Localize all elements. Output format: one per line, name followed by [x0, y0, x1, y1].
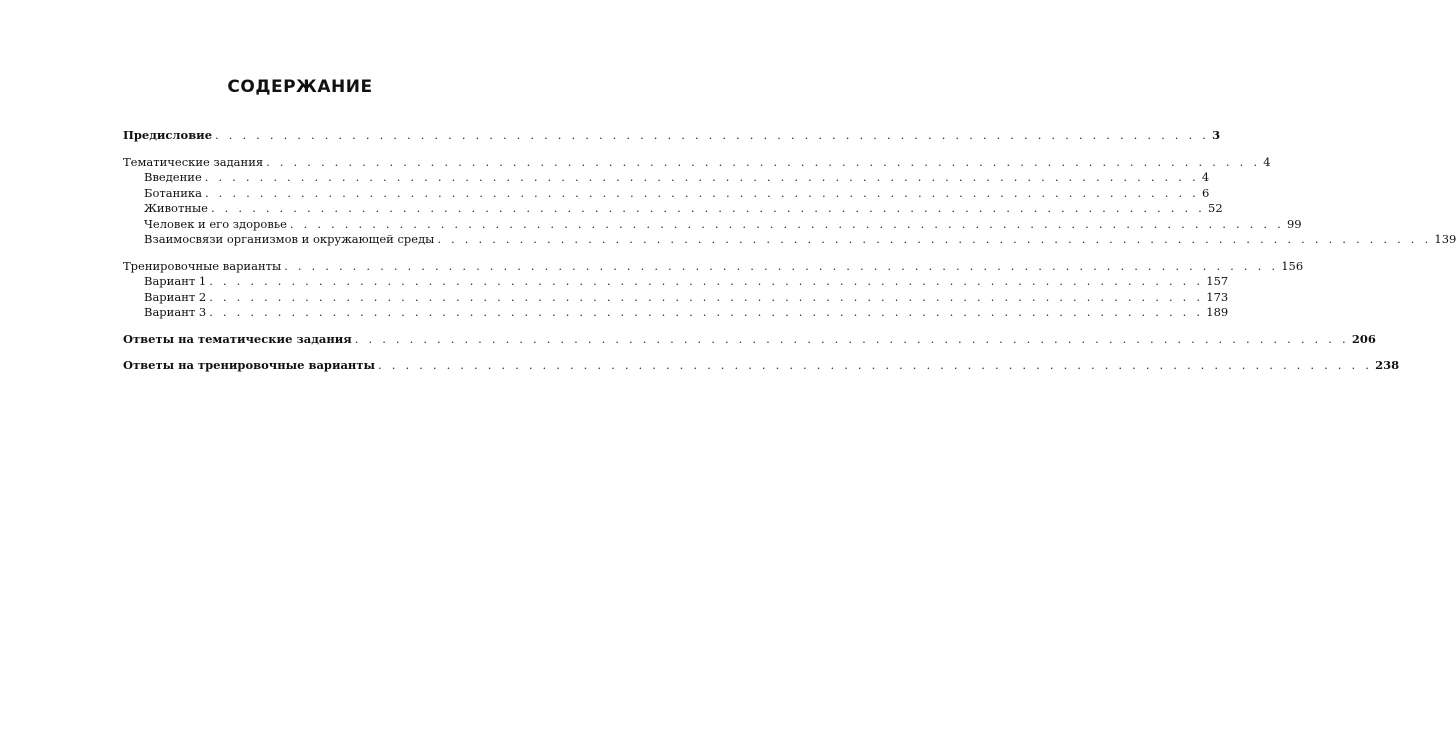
toc-subentry: [123, 274, 1229, 290]
toc-section: [123, 358, 1400, 374]
dot-leader: . . . . . . . . . . . . . . . . . . . . . . . . . . . . . . . . . . . . . . . . . . . . . . . . . . . . . . . . . . . . . . . . . . . . . . . . .: [204, 185, 1200, 200]
toc-entry-label: Ответы на тематические задания: [123, 331, 352, 346]
toc-entry-label: Тематические задания: [123, 154, 264, 169]
toc-subentry: [123, 170, 1210, 186]
toc-entry-label: Взаимосвязи организмов и окружающей среды: [144, 232, 435, 246]
toc-subentry: [123, 289, 1229, 306]
toc-entry-page-number: 156: [1281, 258, 1304, 273]
toc-entry-page-number: 157: [1206, 274, 1229, 288]
toc-entry-page-number: 139: [1434, 232, 1456, 246]
toc-entry-label: Человек и его здоровье: [144, 216, 287, 231]
toc-entry-page-number: 173: [1206, 289, 1229, 304]
toc-entry-label: Тренировочные варианты: [123, 258, 282, 273]
toc-entry: [123, 358, 1400, 374]
toc-entry-label: Ответы на тренировочные варианты: [123, 358, 376, 372]
dot-leader: . . . . . . . . . . . . . . . . . . . . . . . . . . . . . . . . . . . . . . . . . . . . . . . . . . . . . . . . . . . . . . . . . . . . . . . . .: [289, 216, 1284, 231]
toc-section: [123, 128, 1221, 144]
toc-section: [123, 258, 1304, 321]
dot-leader: . . . . . . . . . . . . . . . . . . . . . . . . . . . . . . . . . . . . . . . . . . . . . . . . . . . . . . . . . . . . . . . . . . . . . . . . .: [204, 170, 1199, 184]
toc-entry-page-number: 6: [1202, 185, 1210, 200]
toc-entry-page-number: 238: [1375, 358, 1400, 372]
table-of-contents: [123, 128, 1456, 385]
toc-section: [123, 331, 1376, 348]
dot-leader: . . . . . . . . . . . . . . . . . . . . . . . . . . . . . . . . . . . . . . . . . . . . . . . . . . . . . . . . . . . . . . . . . . . . . . . . .: [209, 305, 1204, 319]
page-title: СОДЕРЖАНИЕ: [227, 77, 373, 97]
dot-leader: . . . . . . . . . . . . . . . . . . . . . . . . . . . . . . . . . . . . . . . . . . . . . . . . . . . . . . . . . . . . . . . . . . . . . . . . .: [209, 274, 1204, 288]
toc-section: [123, 154, 1456, 248]
dot-leader: . . . . . . . . . . . . . . . . . . . . . . . . . . . . . . . . . . . . . . . . . . . . . . . . . . . . . . . . . . . . . . . . . . . . . . . . .: [354, 331, 1349, 346]
toc-entry-page-number: 3: [1212, 128, 1221, 142]
dot-leader: . . . . . . . . . . . . . . . . . . . . . . . . . . . . . . . . . . . . . . . . . . . . . . . . . . . . . . . . . . . . . . . . . . . . . . . . .: [209, 289, 1204, 304]
toc-entry-page-number: 206: [1351, 331, 1376, 346]
dot-leader: . . . . . . . . . . . . . . . . . . . . . . . . . . . . . . . . . . . . . . . . . . . . . . . . . . . . . . . . . . . . . . . . . . . . . . . . .: [215, 128, 1210, 142]
toc-entry-page-number: 99: [1286, 216, 1302, 231]
toc-entry-label: Животные: [144, 201, 208, 215]
dot-leader: . . . . . . . . . . . . . . . . . . . . . . . . . . . . . . . . . . . . . . . . . . . . . . . . . . . . . . . . . . . . . . . . . . . . . . . . .: [210, 201, 1206, 215]
toc-subentry: [123, 305, 1229, 321]
toc-entry-page-number: 52: [1208, 201, 1223, 215]
toc-entry-label: Вариант 2: [144, 289, 207, 304]
dot-leader: . . . . . . . . . . . . . . . . . . . . . . . . . . . . . . . . . . . . . . . . . . . . . . . . . . . . . . . . . . . . . . . . . . . . . . . . .: [437, 232, 1432, 246]
toc-entry: [123, 331, 1376, 348]
toc-entry: [123, 154, 1271, 171]
toc-entry-label: Введение: [144, 170, 202, 184]
toc-subentry: [123, 185, 1210, 202]
toc-entry: [123, 128, 1221, 144]
toc-entry-label: Вариант 1: [144, 274, 207, 288]
dot-leader: . . . . . . . . . . . . . . . . . . . . . . . . . . . . . . . . . . . . . . . . . . . . . . . . . . . . . . . . . . . . . . . . . . . . . . . . .: [378, 358, 1373, 372]
toc-subentry: [123, 232, 1456, 248]
toc-entry-label: Вариант 3: [144, 305, 207, 319]
toc-entry-page-number: 4: [1201, 170, 1210, 184]
dot-leader: . . . . . . . . . . . . . . . . . . . . . . . . . . . . . . . . . . . . . . . . . . . . . . . . . . . . . . . . . . . . . . . . . . . . . . . . .: [266, 154, 1261, 169]
toc-entry-page-number: 189: [1206, 305, 1229, 319]
toc-entry-label: Ботаника: [144, 185, 202, 200]
toc-entry-page-number: 4: [1263, 154, 1271, 169]
toc-subentry: [123, 201, 1223, 217]
dot-leader: . . . . . . . . . . . . . . . . . . . . . . . . . . . . . . . . . . . . . . . . . . . . . . . . . . . . . . . . . . . . . . . . . . . . . . . . .: [284, 258, 1279, 273]
toc-entry: [123, 258, 1304, 275]
toc-subentry: [123, 216, 1302, 233]
toc-entry-label: Предисловие: [123, 128, 213, 142]
